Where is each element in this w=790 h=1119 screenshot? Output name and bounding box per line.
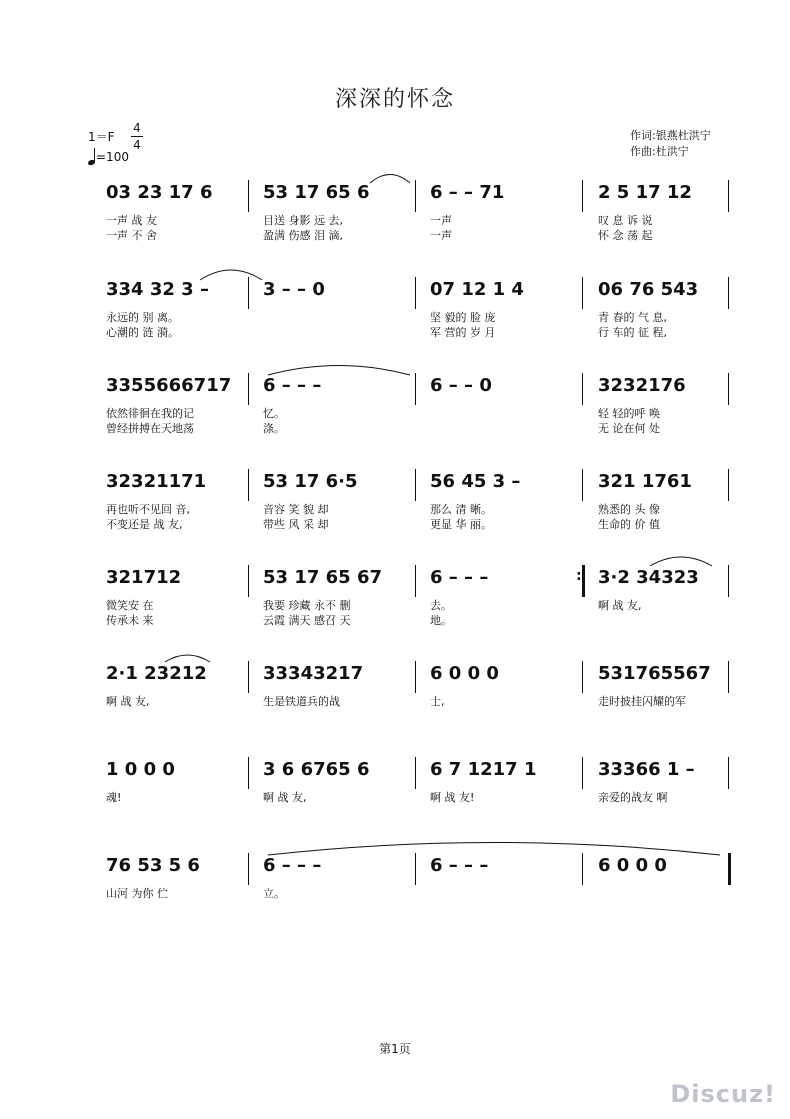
note-group: 53 17 65 6 xyxy=(263,182,370,203)
lyric-verse-2: 无 论在何 处 xyxy=(598,422,660,435)
page-number: 第1页 xyxy=(379,1042,411,1056)
barline xyxy=(415,661,416,693)
measure xyxy=(430,178,505,242)
lyric-verse-2: 云霞 满天 感召 天 xyxy=(263,614,351,627)
note-group: 321 1761 xyxy=(598,471,692,492)
barline xyxy=(728,277,729,309)
lyric-verse-1: 那么 清 晰。 xyxy=(430,503,492,516)
measure xyxy=(430,275,524,339)
time-sig-top: 4 xyxy=(133,121,141,135)
measure xyxy=(106,755,175,804)
note-group: 3355666717 xyxy=(106,375,232,396)
measure xyxy=(106,851,200,900)
barline xyxy=(582,277,583,309)
barline xyxy=(582,853,583,885)
note-group: 321712 xyxy=(106,567,182,588)
note-group: 6 7 1217 1 xyxy=(430,759,537,780)
note-group: 6 – – – xyxy=(430,855,489,876)
note-group: 07 12 1 4 xyxy=(430,279,524,300)
barline xyxy=(728,469,729,501)
note-group: 32321171 xyxy=(106,471,207,492)
lyric-verse-1: 啊 战 友, xyxy=(263,791,307,804)
measure xyxy=(430,371,492,401)
lyric-verse-1: 轻 轻的呼 唤 xyxy=(598,407,660,420)
barline xyxy=(415,757,416,789)
measure xyxy=(598,371,686,435)
measure xyxy=(263,275,325,305)
note-group: 6 0 0 0 xyxy=(598,855,667,876)
lyric-verse-2: 地。 xyxy=(430,614,452,627)
lyric-verse-2: 更显 华 丽。 xyxy=(430,518,492,531)
barline xyxy=(582,469,583,501)
measure xyxy=(430,563,489,627)
lyric-verse-1: 目送 身影 远 去, xyxy=(263,214,343,227)
lyric-verse-2: 曾经拼搏在天地荡 xyxy=(106,422,194,435)
lyric-verse-1: 魂! xyxy=(106,791,122,804)
time-sig-bottom: 4 xyxy=(133,138,141,152)
lyric-verse-1: 啊 战 友! xyxy=(430,791,475,804)
barline xyxy=(248,277,249,309)
measure xyxy=(430,467,521,531)
lyric-verse-2: 盈满 伤感 泪 滴, xyxy=(263,229,343,242)
barline xyxy=(415,277,416,309)
barline xyxy=(415,853,416,885)
measure xyxy=(106,371,232,435)
barline xyxy=(248,180,249,212)
lyric-verse-1: 叹 息 诉 说 xyxy=(598,214,653,227)
lyric-verse-2: 不变还是 战 友, xyxy=(106,518,183,531)
note-group: 56 45 3 – xyxy=(430,471,521,492)
staff-system xyxy=(0,851,790,946)
song-title: 深深的怀念 xyxy=(334,87,455,112)
barline xyxy=(582,757,583,789)
note-group: 06 76 543 xyxy=(598,279,699,300)
measure xyxy=(106,659,207,708)
lyric-verse-1: 山河 为你 伫 xyxy=(106,887,168,900)
measure xyxy=(598,467,692,531)
lyric-verse-1: 走时披挂闪耀的军 xyxy=(598,695,686,708)
note-group: 2 5 17 12 xyxy=(598,182,692,203)
staff-system xyxy=(0,563,790,658)
staff-system xyxy=(0,371,790,466)
measure xyxy=(598,851,667,881)
time-signature xyxy=(131,120,143,153)
note-group: 1 0 0 0 xyxy=(106,759,175,780)
staff-system xyxy=(0,275,790,370)
barline xyxy=(728,373,729,405)
measure xyxy=(430,755,537,804)
staff-system xyxy=(0,178,790,273)
note-group: 53 17 65 67 xyxy=(263,567,382,588)
barline xyxy=(248,757,249,789)
lyric-verse-1: 士, xyxy=(430,695,445,708)
lyric-verse-1: 一声 战 友 xyxy=(106,214,157,227)
note-group: 6 – – 71 xyxy=(430,182,505,203)
barline xyxy=(415,565,416,597)
watermark-logo: Discuz! xyxy=(670,1080,776,1108)
measure xyxy=(263,371,322,435)
note-group: 6 0 0 0 xyxy=(430,663,499,684)
lyric-verse-1: 永远的 别 离。 xyxy=(106,311,179,324)
note-group: 6 – – – xyxy=(430,567,489,588)
measure xyxy=(263,659,364,708)
lyric-verse-1: 熟悉的 头 像 xyxy=(598,503,660,516)
lyric-verse-2: 行 车的 征 程, xyxy=(598,326,667,339)
lyric-verse-1: 啊 战 友, xyxy=(106,695,150,708)
measure xyxy=(106,563,182,627)
measure xyxy=(106,275,209,339)
note-group: 53 17 6·5 xyxy=(263,471,358,492)
measure xyxy=(430,659,499,708)
note-group: 6 – – 0 xyxy=(430,375,492,396)
quarter-note-icon xyxy=(88,147,96,165)
barline xyxy=(415,469,416,501)
lyric-verse-1: 我要 珍藏 永不 删 xyxy=(263,599,351,612)
lyric-verse-2: 一声 不 舍 xyxy=(106,229,157,242)
lyric-verse-1: 音容 笑 貌 却 xyxy=(263,503,329,516)
lyric-verse-2: 带些 风 采 却 xyxy=(263,518,329,531)
tempo-value: =100 xyxy=(96,150,129,164)
lyricist: 作词:银燕杜洪宁 xyxy=(630,129,711,142)
lyric-verse-1: 依然徘徊在我的记 xyxy=(106,407,194,420)
barline xyxy=(582,565,585,597)
lyric-verse-1: 青 春的 气 息, xyxy=(598,311,667,324)
staff-system xyxy=(0,755,790,850)
note-group: 6 – – – xyxy=(263,855,322,876)
lyric-verse-1: 生是铁道兵的战 xyxy=(263,695,340,708)
lyric-verse-1: 忆。 xyxy=(263,407,285,420)
barline xyxy=(582,373,583,405)
barline xyxy=(415,180,416,212)
lyric-verse-2: 一声 xyxy=(430,229,452,242)
lyric-verse-1: 一声 xyxy=(430,214,452,227)
lyric-verse-2: 传承未 来 xyxy=(106,614,154,627)
barline xyxy=(728,757,729,789)
measure xyxy=(263,563,382,627)
measure xyxy=(598,275,699,339)
lyric-verse-1: 微笑安 在 xyxy=(106,599,154,612)
barline xyxy=(582,180,583,212)
measure xyxy=(263,755,370,804)
repeat-sign: : xyxy=(576,568,582,584)
measure xyxy=(263,178,370,242)
measure xyxy=(106,467,207,531)
note-group: 03 23 17 6 xyxy=(106,182,213,203)
barline xyxy=(248,469,249,501)
measure xyxy=(598,563,699,612)
lyric-verse-1: 再也听不见回 音, xyxy=(106,503,190,516)
staff-system xyxy=(0,659,790,754)
composer: 作曲:杜洪宁 xyxy=(630,145,689,158)
lyric-verse-1: 亲爱的战友 啊 xyxy=(598,791,668,804)
lyric-verse-2: 怀 念 荡 起 xyxy=(598,229,653,242)
barline xyxy=(248,565,249,597)
barline xyxy=(728,565,729,597)
note-group: 531765567 xyxy=(598,663,711,684)
measure xyxy=(598,659,711,708)
lyric-verse-2: 生命的 价 值 xyxy=(598,518,660,531)
barline xyxy=(248,661,249,693)
barline xyxy=(248,373,249,405)
lyric-verse-1: 坚 毅的 脸 庞 xyxy=(430,311,496,324)
measure xyxy=(598,178,692,242)
lyric-verse-2: 涤。 xyxy=(263,422,285,435)
note-group: 33343217 xyxy=(263,663,364,684)
barline xyxy=(415,373,416,405)
note-group: 3232176 xyxy=(598,375,686,396)
note-group: 76 53 5 6 xyxy=(106,855,200,876)
barline xyxy=(728,180,729,212)
measure xyxy=(263,851,322,900)
measure xyxy=(430,851,488,881)
key-signature: 1＝F xyxy=(88,130,115,144)
staff-system xyxy=(0,467,790,562)
note-group: 3·2 34323 xyxy=(598,567,699,588)
note-group: 3 6 6765 6 xyxy=(263,759,370,780)
tempo-mark xyxy=(88,147,129,165)
measure xyxy=(598,755,695,804)
lyric-verse-1: 立。 xyxy=(263,887,285,900)
note-group: 334 32 3 – xyxy=(106,279,209,300)
barline xyxy=(248,853,249,885)
note-group: 6 – – – xyxy=(263,375,322,396)
measure xyxy=(263,467,358,531)
lyric-verse-1: 啊 战 友, xyxy=(598,599,642,612)
barline xyxy=(582,661,583,693)
lyric-verse-1: 去。 xyxy=(430,599,452,612)
note-group: 33366 1 – xyxy=(598,759,695,780)
note-group: 2·1 23212 xyxy=(106,663,207,684)
note-group: 3 – – 0 xyxy=(263,279,325,300)
credits xyxy=(630,128,711,160)
barline xyxy=(728,853,731,885)
lyric-verse-2: 军 营的 岁 月 xyxy=(430,326,496,339)
lyric-verse-2: 心潮的 涟 漪。 xyxy=(106,326,179,339)
measure xyxy=(106,178,213,242)
barline xyxy=(728,661,729,693)
